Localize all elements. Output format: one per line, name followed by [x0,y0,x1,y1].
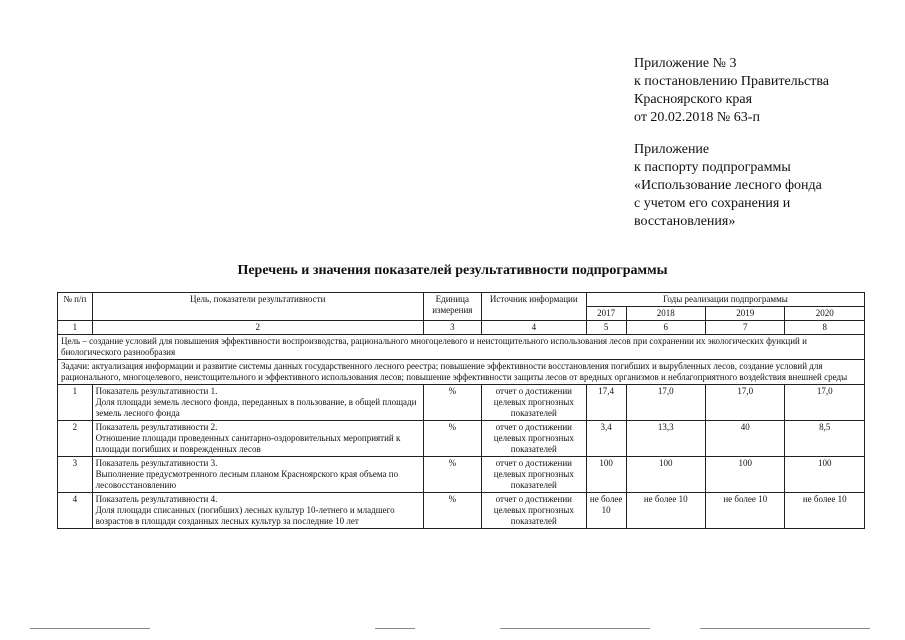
indicator-title: Показатель результативности 1. [95,386,218,396]
goal-row [58,335,865,360]
indicator-cell [92,457,423,493]
column-number: 1 [58,321,93,335]
tasks-row [58,360,865,385]
column-numbers-row [58,321,865,335]
header-year: 2018 [626,307,705,321]
column-number: 8 [785,321,865,335]
tasks-text: Задачи: актуализация информации и развитие системы данных государственного лесного реестра; повышение эффективности восстановления погибших и вырубленных лесов, создание условий для рационального, многоцелевого, неистощительного и эффективного использования лесов; повышение эффективности защиты лесов от вредных организмов и неблагоприятного воздействия внешней среды [58,360,865,385]
indicators-table [57,292,865,529]
goal-text: Цель – создание условий для повышения эффективности воспроизводства, рационального многоцелевого и неистощительного использования лесов при сохранении их экологических функций и биологического разнообразия [58,335,865,360]
appendix-line: Красноярского края [634,92,753,107]
value-2020: 17,0 [785,385,865,421]
value-2020: не более 10 [785,493,865,529]
value-2018: не более 10 [626,493,705,529]
appendix-line: «Использование лесного фонда [634,178,822,193]
column-number: 3 [423,321,481,335]
header-row [58,293,865,307]
appendix-line: от 20.02.2018 № 63-п [634,110,760,125]
value-2017: не более 10 [586,493,626,529]
source-cell: отчет о достижении целевых прогнозных показателей [481,493,586,529]
appendix-header [634,55,829,231]
value-2019: не более 10 [705,493,784,529]
appendix-line: к постановлению Правительства [634,74,830,89]
row-number: 2 [58,421,93,457]
header-year: 2020 [785,307,865,321]
value-2017: 17,4 [586,385,626,421]
column-number: 4 [481,321,586,335]
document-title: Перечень и значения показателей результативности подпрограммы [237,263,668,278]
row-number: 1 [58,385,93,421]
header-source: Источник информации [481,293,586,321]
unit-cell: % [423,457,481,493]
value-2018: 13,3 [626,421,705,457]
unit-cell: % [423,421,481,457]
source-cell: отчет о достижении целевых прогнозных показателей [481,457,586,493]
table-row [58,421,865,457]
column-number: 5 [586,321,626,335]
column-number: 2 [92,321,423,335]
indicator-title: Показатель результативности 2. [95,422,218,432]
table-row [58,385,865,421]
appendix-line: с учетом его сохранения и [634,196,791,211]
indicator-description: Доля площади земель лесного фонда, переданных в пользование, в общей площади земель лесного фонда [95,397,417,418]
scan-artifact-lines [30,628,870,634]
unit-cell: % [423,493,481,529]
value-2019: 100 [705,457,784,493]
table-row [58,457,865,493]
source-cell: отчет о достижении целевых прогнозных показателей [481,421,586,457]
column-number: 6 [626,321,705,335]
source-cell: отчет о достижении целевых прогнозных показателей [481,385,586,421]
appendix-line: Приложение № 3 [634,56,737,71]
indicator-description: Выполнение предусмотренного лесным планом Красноярского края объема по лесовосстановлению [95,469,399,490]
indicator-cell [92,493,423,529]
value-2020: 100 [785,457,865,493]
value-2017: 3,4 [586,421,626,457]
unit-cell: % [423,385,481,421]
value-2019: 17,0 [705,385,784,421]
header-num: № п/п [58,293,93,321]
table-row [58,493,865,529]
value-2017: 100 [586,457,626,493]
appendix-line: восстановления» [634,214,736,229]
appendix-line: Приложение [634,142,710,157]
indicator-description: Отношение площади проведенных санитарно-оздоровительных мероприятий к площади погибших и поврежденных лесов [95,433,401,454]
row-number: 3 [58,457,93,493]
indicator-title: Показатель результативности 4. [95,494,218,504]
indicator-description: Доля площади списанных (погибших) лесных культур 10-летнего и младшего возрастов в площади созданных лесных культур за последние 10 лет [95,505,395,526]
value-2018: 17,0 [626,385,705,421]
indicator-title: Показатель результативности 3. [95,458,218,468]
header-years-group: Годы реализации подпрограммы [586,293,864,307]
value-2018: 100 [626,457,705,493]
header-year: 2017 [586,307,626,321]
indicator-cell [92,385,423,421]
header-year: 2019 [705,307,784,321]
column-number: 7 [705,321,784,335]
row-number: 4 [58,493,93,529]
spacer [634,127,829,141]
header-unit: Единица измерения [423,293,481,321]
value-2020: 8,5 [785,421,865,457]
appendix-line: к паспорту подпрограммы [634,160,791,175]
value-2019: 40 [705,421,784,457]
indicator-cell [92,421,423,457]
header-goal: Цель, показатели результативности [92,293,423,321]
